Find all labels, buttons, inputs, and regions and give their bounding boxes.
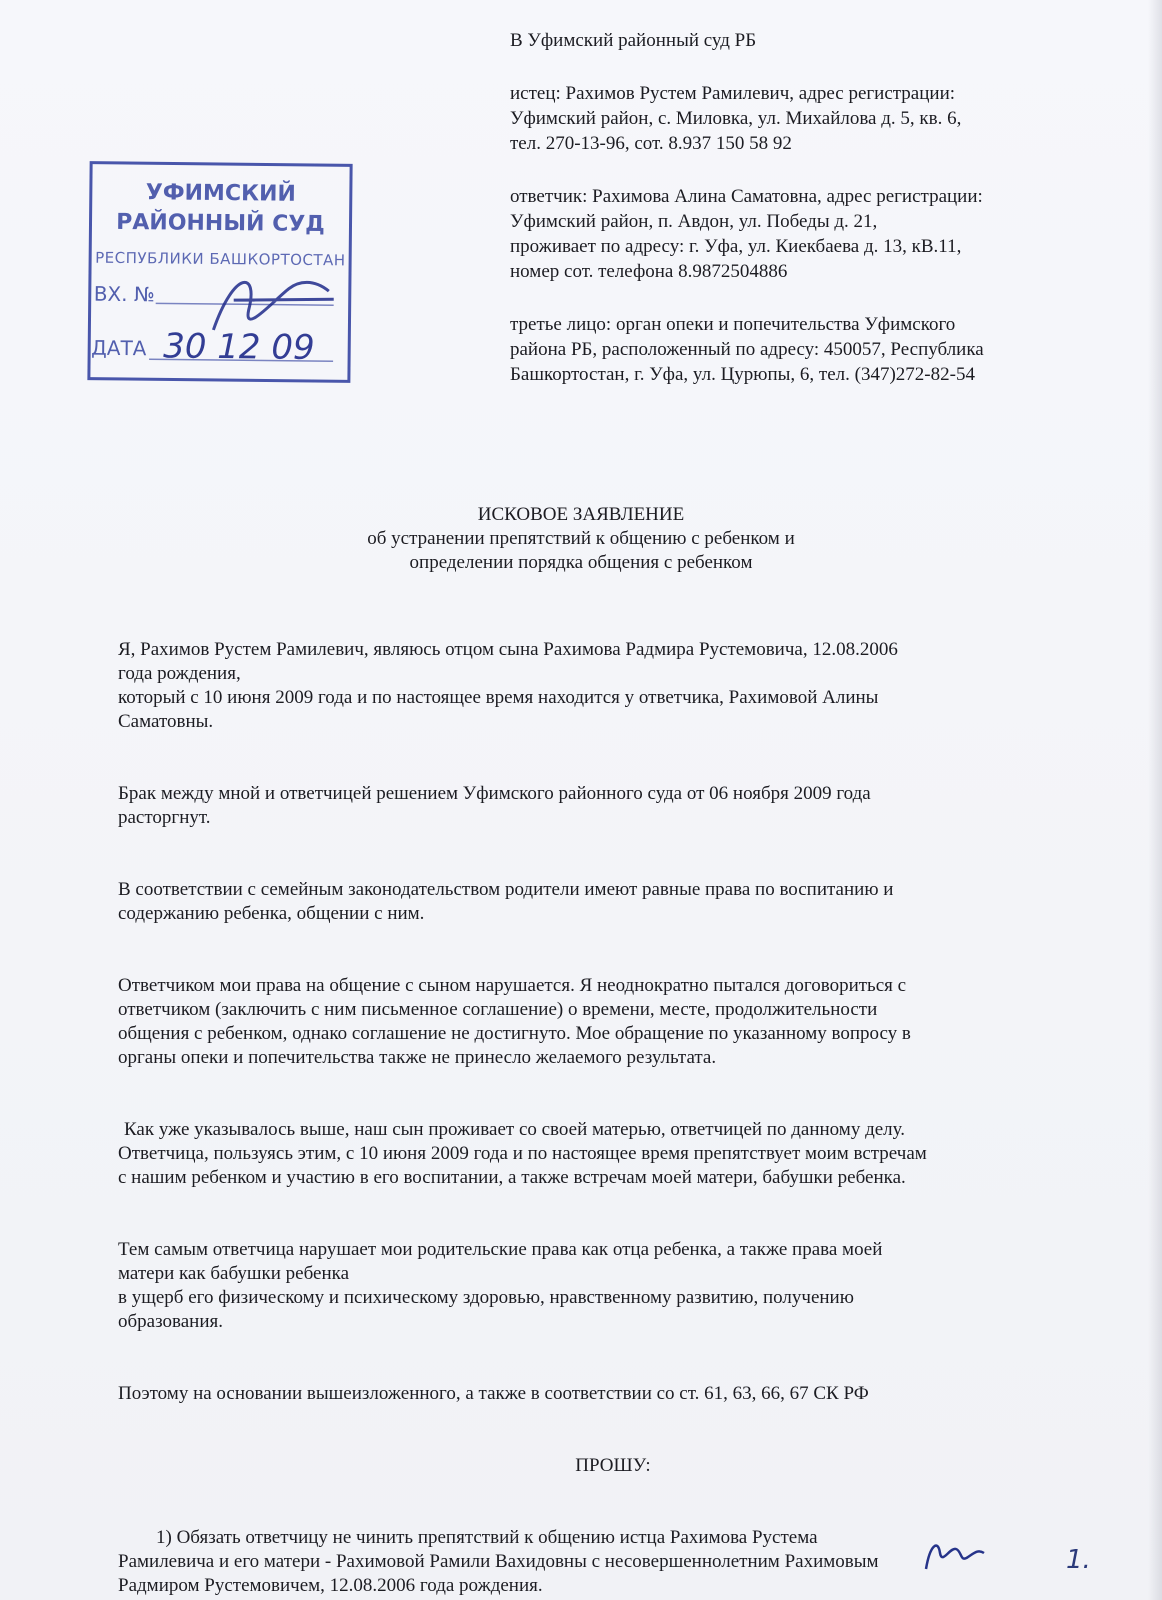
body-line: с нашим ребенком и участию в его воспитании, а также встречам моей матери, бабушки ребенка. bbox=[118, 1167, 906, 1188]
plaintiff-line: тел. 270-13-96, сот. 8.937 150 58 92 bbox=[510, 133, 792, 154]
body-line: Ответчица, пользуясь этим, с 10 июня 2009 года и по настоящее время препятствует моим встречам bbox=[118, 1143, 927, 1164]
stamp-incoming-label: ВХ. № bbox=[93, 281, 155, 307]
stamp-line-3: РЕСПУБЛИКИ БАШКОРТОСТАН bbox=[95, 248, 346, 270]
request-line: Рамилевича и его матери - Рахимовой Рамили Вахидовны с несовершеннолетним Рахимовым bbox=[118, 1551, 879, 1572]
plaintiff-line: истец: Рахимов Рустем Рамилевич, адрес регистрации: bbox=[510, 83, 956, 104]
stamp-line-2: РАЙОННЫЙ СУД bbox=[116, 209, 325, 238]
body-line: В соответствии с семейным законодательством родители имеют равные права по воспитанию и bbox=[118, 879, 894, 900]
request-line: Радмиром Рустемовичем, 12.08.2006 года рождения. bbox=[118, 1575, 543, 1596]
defendant-line: номер сот. телефона 8.9872504886 bbox=[510, 261, 788, 282]
defendant-line: ответчик: Рахимова Алина Саматовна, адрес регистрации: bbox=[510, 186, 983, 207]
stamp-date-value: 30 12 09 bbox=[163, 326, 315, 368]
defendant-line: проживает по адресу: г. Уфа, ул. Киекбаева д. 13, кВ.11, bbox=[510, 236, 962, 257]
paragraph-1 bbox=[118, 638, 1108, 734]
body-line: Брак между мной и ответчицей решением Уфимского районного суда от 06 ноября 2009 года bbox=[118, 783, 871, 804]
court-name: В Уфимский районный суд РБ bbox=[510, 30, 757, 51]
body-line: органы опеки и попечительства также не принесло желаемого результата. bbox=[118, 1047, 717, 1068]
paragraph-6 bbox=[118, 1238, 1108, 1334]
stamp-date-label: ДАТА bbox=[91, 335, 147, 361]
body-line: который с 10 июня 2009 года и по настоящее время находится у ответчика, Рахимовой Алины bbox=[118, 687, 879, 708]
third-party-block bbox=[510, 312, 1110, 387]
document-title bbox=[0, 503, 1162, 575]
body-line: расторгнут. bbox=[118, 807, 211, 828]
body-line: матери как бабушки ребенка bbox=[118, 1263, 349, 1284]
court-stamp-graphic bbox=[83, 159, 357, 388]
body-line: общения с ребенком, однако соглашение не достигнуто. Мое обращение по указанному вопросу в bbox=[118, 1023, 911, 1044]
request-line: 1) Обязать ответчицу не чинить препятствий к общению истца Рахимова Рустема bbox=[156, 1527, 818, 1548]
body-line: ответчиком (заключить с ним письменное соглашение) о времени, месте, продолжительности bbox=[118, 999, 878, 1020]
body-line: Саматовны. bbox=[118, 711, 214, 732]
paragraph-4 bbox=[118, 974, 1108, 1070]
body-line: в ущерб его физическому и психическому здоровью, нравственному развитию, получению bbox=[118, 1287, 854, 1308]
third-party-line: Башкортостан, г. Уфа, ул. Цурюпы, 6, тел. (347)272-82-54 bbox=[510, 364, 975, 385]
title-subtitle: определении порядка общения с ребенком bbox=[409, 552, 753, 573]
stamp-line-1: УФИМСКИЙ bbox=[145, 180, 296, 207]
page-signature bbox=[920, 1535, 990, 1575]
title-subtitle: об устранении препятствий к общению с ребенком и bbox=[367, 528, 795, 549]
paragraph-7: Поэтому на основании вышеизложенного, а также в соответствии со ст. 61, 63, 66, 67 СК РФ bbox=[118, 1383, 869, 1404]
body-line: Я, Рахимов Рустем Рамилевич, являюсь отцом сына Рахимова Радмира Рустемовича, 12.08.2006 bbox=[118, 639, 898, 660]
paragraph-2 bbox=[118, 782, 1108, 830]
page-edge-shadow bbox=[1148, 0, 1162, 1600]
plaintiff-line: Уфимский район, с. Миловка, ул. Михайлова д. 5, кв. 6, bbox=[510, 108, 962, 129]
plaintiff-block bbox=[510, 81, 1110, 156]
document-body bbox=[118, 638, 1108, 1598]
page-number: 1. bbox=[1066, 1545, 1091, 1575]
third-party-line: района РБ, расположенный по адресу: 450057, Республика bbox=[510, 339, 984, 360]
defendant-line: Уфимский район, п. Авдон, ул. Победы д. 21, bbox=[510, 211, 878, 232]
body-line: года рождения, bbox=[118, 663, 241, 684]
addressee-block bbox=[510, 28, 1110, 387]
body-line: Как уже указывалось выше, наш сын проживает со своей матерью, ответчицей по данному делу. bbox=[124, 1119, 906, 1140]
paragraph-5 bbox=[118, 1118, 1108, 1190]
paragraph-3 bbox=[118, 878, 1108, 926]
defendant-block bbox=[510, 184, 1110, 284]
body-line: образования. bbox=[118, 1311, 223, 1332]
body-line: Тем самым ответчица нарушает мои родительские права как отца ребенка, а также права моей bbox=[118, 1239, 883, 1260]
third-party-line: третье лицо: орган опеки и попечительства Уфимского bbox=[510, 314, 956, 335]
request-heading: ПРОШУ: bbox=[575, 1455, 651, 1476]
title-heading: ИСКОВОЕ ЗАЯВЛЕНИЕ bbox=[477, 504, 685, 525]
stamp-signature bbox=[213, 281, 334, 331]
court-stamp bbox=[83, 159, 357, 388]
body-line: содержанию ребенка, общении с ним. bbox=[118, 903, 425, 924]
body-line: Ответчиком мои права на общение с сыном нарушается. Я неоднократно пытался договориться с bbox=[118, 975, 907, 996]
